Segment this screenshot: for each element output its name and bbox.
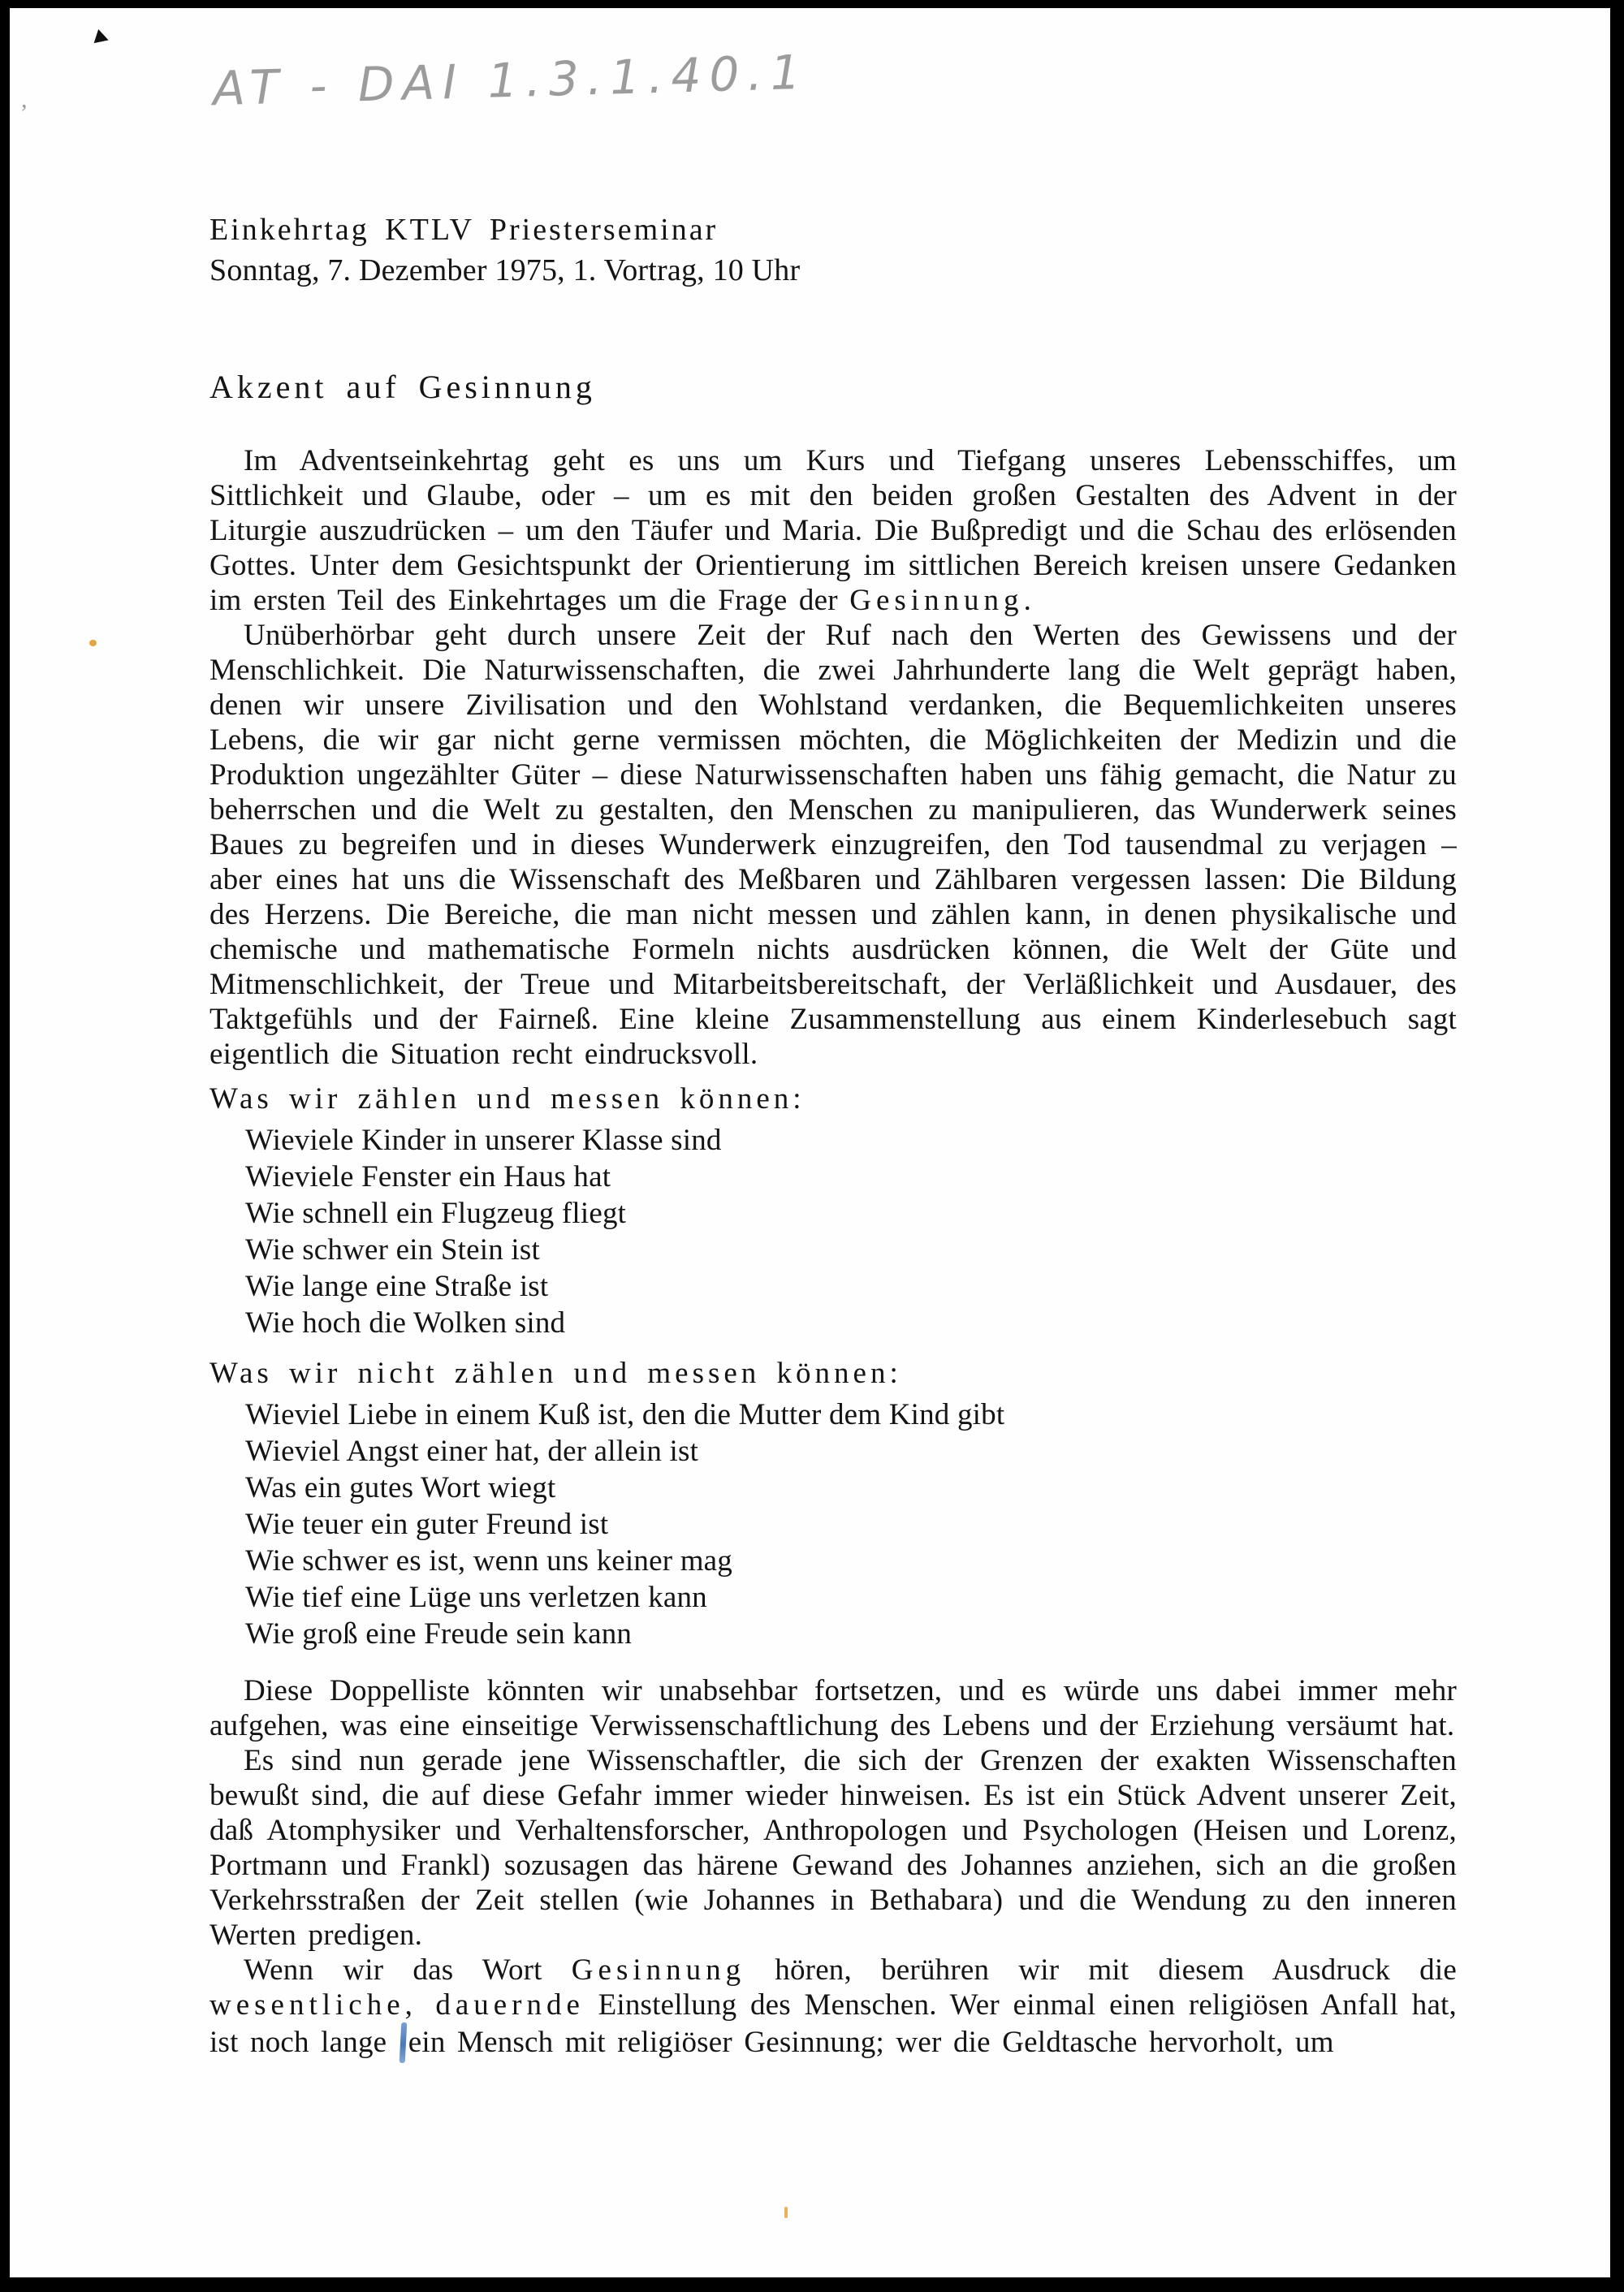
paragraph-gesinnung-text: Wenn wir das Wort xyxy=(244,1953,572,1987)
list-heading-countable: Was wir zählen und messen können: xyxy=(209,1082,806,1116)
list-item: Wie groß eine Freude sein kann xyxy=(245,1617,633,1651)
list-item: Wie lange eine Straße ist xyxy=(245,1270,549,1303)
paragraph-gesinnung-emphasis-2: wesentliche, dauernde xyxy=(209,1988,585,2022)
uncountable-list xyxy=(209,1396,1457,1652)
ink-speck-arrow xyxy=(94,29,111,47)
list-item: Wieviele Fenster ein Haus hat xyxy=(245,1160,611,1193)
header-date-line: Sonntag, 7. Dezember 1975, 1. Vortrag, 10 Uhr xyxy=(209,253,801,287)
paragraph-intro xyxy=(209,443,1457,618)
blue-pen-mark xyxy=(399,2022,407,2063)
list-item: Wie hoch die Wolken sind xyxy=(245,1306,566,1340)
list-item: Wie teuer ein guter Freund ist xyxy=(245,1508,609,1541)
list-item: Wie schnell ein Flugzeug fliegt xyxy=(245,1197,627,1230)
document-title: Akzent auf Gesinnung xyxy=(209,369,596,405)
list-item: Wie schwer es ist, wenn uns keiner mag xyxy=(245,1544,732,1578)
scanned-page xyxy=(10,8,1610,2277)
list-item: Wie tief eine Lüge uns verletzen kann xyxy=(245,1581,707,1614)
paragraph-science: Unüberhörbar geht durch unsere Zeit der Ruf nach den Werten des Gewissens und der Menschlichkeit. Die Naturwissenschaften, die zwei Jahrhunderte lang die Welt geprägt haben, denen wir unsere Zivilisation und den Wohlstand verdanken, die Bequemlichkeiten unseres Lebens, die wir gar nicht gerne vermissen möchten, die Möglichkeiten der Medizin und die Produktion ungezählter Güter – diese Naturwissenschaften haben uns fähig gemacht, die Natur zu beherrschen und die Welt zu gestalten, den Menschen zu manipulieren, das Wunderwerk seines Baues zu begreifen und in dieses Wunderwerk einzugreifen, den Tod tausendmal zu verjagen – aber eines hat uns die Wissenschaft des Meßbaren und Zählbaren vergessen lassen: Die Bildung des Herzens. Die Bereiche, die man nicht messen und zählen kann, in denen physikalische und chemische und mathematische Formeln nichts ausdrücken können, die Welt der Güte und Mitmenschlichkeit, der Treue und Mitarbeitsbereitschaft, der Verläßlichkeit und Ausdauer, des Taktgefühls und der Fairneß. Eine kleine Zusammenstellung aus einem Kinderlesebuch sagt eigentlich die Situation recht eindrucksvoll. xyxy=(209,619,1457,1071)
countable-list xyxy=(209,1122,1457,1341)
list-item: Was ein gutes Wort wiegt xyxy=(245,1471,556,1504)
list-item: Wie schwer ein Stein ist xyxy=(245,1233,540,1267)
paragraph-intro-period: . xyxy=(1023,584,1032,617)
list-item: Wieviel Angst einer hat, der allein ist xyxy=(245,1435,699,1468)
list-item: Wieviele Kinder in unserer Klasse sind xyxy=(245,1124,722,1157)
orange-fleck-left-margin xyxy=(89,640,97,646)
paragraph-scientists: Es sind nun gerade jene Wissenschaftler, die sich der Grenzen der exakten Wissenschaften bewußt sind, die auf diese Gefahr immer wieder hinweisen. Es ist ein Stück Advent unserer Zeit, daß Atomphysiker und Verhaltensforscher, Anthropologen und Psychologen (Heisen und Lorenz, Portmann und Frankl) sozusagen das härene Gewand des Johannes anziehen, sich an die großen Verkehrsstraßen der Zeit stellen (wie Johannes in Bethabara) und die Wendung zu den inneren Werten predigen. xyxy=(209,1744,1457,1952)
pencil-speck: , xyxy=(21,86,28,113)
paragraph-doppelliste: Diese Doppelliste könnten wir unabsehbar fortsetzen, und es würde uns dabei immer mehr aufgehen, was eine einseitige Verwissenschaftlichung des Lebens und der Erziehung versäumt hat. xyxy=(209,1674,1457,1742)
list-item: Wieviel Liebe in einem Kuß ist, den die Mutter dem Kind gibt xyxy=(245,1398,1005,1431)
paragraph-intro-emphasis: Gesinnung xyxy=(849,584,1024,617)
paragraph-gesinnung-emphasis-1: Gesinnung xyxy=(571,1953,746,1987)
document-header xyxy=(209,209,1457,291)
typed-text-column xyxy=(209,8,1457,2060)
paragraph-gesinnung-text: Einstellung des Menschen. Wer einmal einen religiösen Anfall hat, ist noch lange xyxy=(209,1988,1457,2059)
paragraph-gesinnung-text: hören, berühren wir mit diesem Ausdruck die xyxy=(745,1953,1457,1987)
list-heading-uncountable: Was wir nicht zählen und messen können: xyxy=(209,1357,902,1390)
orange-fleck-bottom xyxy=(784,2207,788,2218)
paragraph-intro-text: Im Adventseinkehrtag geht es uns um Kurs und Tiefgang unseres Lebensschiffes, um Sittlichkeit und Glaube, oder – um es mit den beiden großen Gestalten des Advent in der Liturgie auszudrücken – um den Täufer und Maria. Die Bußpredigt und die Schau des erlösenden Gottes. Unter dem Gesichtspunkt der Orientierung im sittlichen Bereich kreisen unsere Gedanken im ersten Teil des Einkehrtages um die Frage der xyxy=(209,444,1457,617)
header-event-line: Einkehrtag KTLV Priesterseminar xyxy=(209,213,719,247)
paragraph-gesinnung xyxy=(209,1953,1457,2060)
paragraph-gesinnung-text: ein Mensch mit religiöser Gesinnung; wer die Geldtasche hervorholt, um xyxy=(408,2026,1334,2059)
archive-signature-annotation: AT - DAI 1.3.1.40.1 xyxy=(212,44,810,117)
